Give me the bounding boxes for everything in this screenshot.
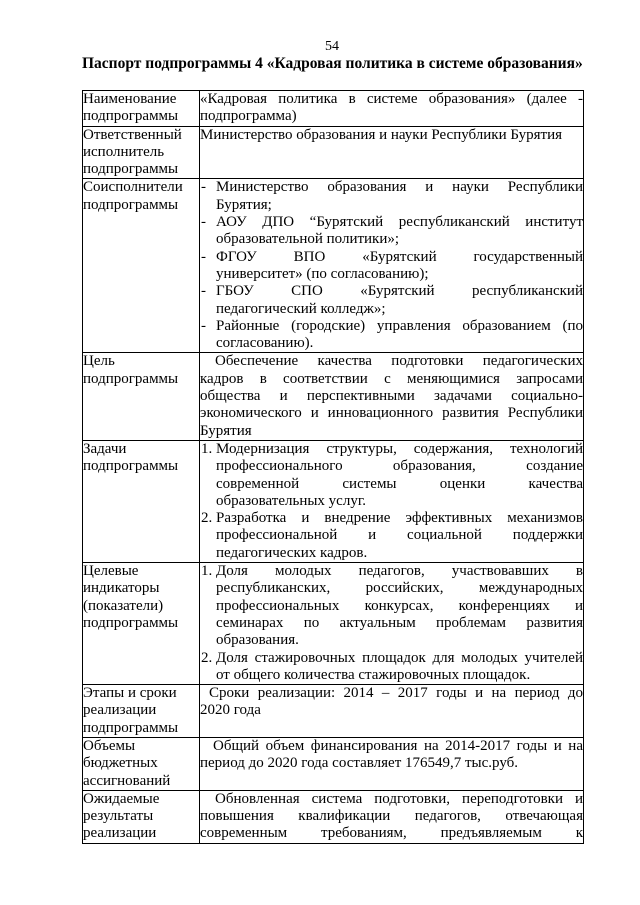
text-line: Бурятия	[200, 422, 252, 439]
list-item	[200, 249, 583, 284]
list-marker: -	[201, 214, 206, 231]
row-label-line: Наименование	[83, 91, 177, 107]
passport-row	[83, 91, 584, 127]
list-item	[200, 510, 583, 562]
text-line: профессиональных конкурсах, конференциях и	[216, 597, 583, 614]
list-marker: 1.	[201, 563, 213, 580]
row-label-cell	[83, 563, 200, 685]
page-number: 54	[325, 39, 339, 54]
list-marker: 1.	[201, 440, 213, 457]
paragraph	[200, 791, 583, 843]
row-label-cell	[83, 126, 200, 179]
row-label-line: подпрограммы	[83, 161, 179, 178]
document-title: Паспорт подпрограммы 4 «Кадровая политика в системе образования»	[82, 55, 583, 72]
passport-row	[83, 353, 584, 440]
text-line: профессиональной и социальной поддержки	[216, 527, 583, 544]
list-item	[200, 650, 583, 685]
row-label-line: результаты	[83, 808, 154, 825]
text-line: ГБОУ СПО «Бурятский республиканский	[216, 283, 583, 300]
text-line: экономического и инновационного развития Республики	[200, 405, 583, 422]
list-marker: 2.	[201, 510, 213, 527]
row-value-cell	[200, 91, 584, 127]
row-value-cell	[200, 790, 584, 843]
text-line: Министерство образования и науки Республики	[216, 179, 583, 196]
passport-row	[83, 563, 584, 685]
row-label-line: подпрограммы	[83, 719, 179, 736]
passport-row	[83, 790, 584, 843]
text-line: Модернизация структуры, содержания, технологий	[216, 440, 583, 457]
passport-row	[83, 737, 584, 790]
text-line: Доля молодых педагогов, участвовавших в	[216, 563, 583, 580]
paragraph	[200, 127, 583, 144]
row-label-cell	[83, 737, 200, 790]
text-line: период до 2020 года составляет 176549,7 тыс.руб.	[200, 755, 519, 772]
list-marker: 2.	[201, 649, 213, 666]
text-line: Доля стажировочных площадок для молодых учителей	[216, 649, 583, 666]
row-label-line: (показатели)	[83, 597, 164, 614]
text-line: образовательных услуг.	[216, 492, 367, 509]
passport-row	[83, 440, 584, 562]
text-line: профессионального образования, создание	[216, 458, 583, 475]
list-item	[200, 214, 583, 249]
row-value-cell	[200, 563, 584, 685]
row-label-line: подпрограммы	[83, 196, 179, 213]
passport-row	[83, 685, 584, 738]
text-line: 2020 года	[200, 702, 261, 719]
list-item	[200, 563, 583, 649]
row-value-cell	[200, 685, 584, 738]
row-label-cell	[83, 790, 200, 843]
row-label-line: реализации	[83, 825, 157, 842]
text-line: педагогический колледж»;	[216, 300, 386, 317]
row-label-line: Этапы и сроки	[83, 685, 177, 702]
text-line: педагогических кадров.	[216, 544, 368, 561]
row-label-line: подпрограммы	[83, 614, 179, 631]
text-line: кадров в соответствии с меняющимися запросами	[200, 370, 583, 387]
text-line: Разработка и внедрение эффективных механизмов	[216, 510, 583, 527]
text-line: образовательной политики»;	[216, 231, 400, 248]
row-label-line: Объемы	[83, 737, 136, 754]
row-label-line: Задачи	[83, 440, 127, 457]
passport-row	[83, 126, 584, 179]
row-value-cell	[200, 179, 584, 353]
text-line: Общий объем финансирования на 2014-2017 годы и на	[213, 737, 583, 754]
paragraph	[200, 91, 583, 126]
row-label-line: подпрограммы	[83, 108, 179, 125]
row-label-cell	[83, 685, 200, 738]
text-line: современной системы оценки качества	[216, 475, 583, 492]
row-label-line: ассигнований	[83, 772, 171, 789]
text-line: университет» (по согласованию);	[216, 265, 429, 282]
row-label-cell	[83, 91, 200, 127]
row-label-line: реализации	[83, 702, 157, 719]
list-marker: -	[201, 248, 206, 265]
text-line: от общего количества стажировочных площадок.	[216, 666, 531, 683]
row-label-cell	[83, 440, 200, 562]
text-line: Министерство образования и науки Республики Бурятия	[200, 126, 562, 143]
row-value-cell	[200, 126, 584, 179]
row-label-line: Ответственный	[83, 126, 182, 143]
list-marker: -	[201, 283, 206, 300]
paragraph	[200, 353, 583, 439]
text-line: Бурятия;	[216, 196, 272, 213]
text-line: Районные (городские) управления образованием (по	[216, 317, 583, 334]
list-item	[200, 318, 583, 353]
text-line: образования.	[216, 632, 299, 649]
row-label-cell	[83, 353, 200, 440]
row-label-line: Соисполнители	[83, 179, 183, 196]
passport-row	[83, 179, 584, 353]
row-label-line: бюджетных	[83, 755, 158, 772]
row-label-line: исполнитель	[83, 143, 165, 160]
text-line: республиканских, российских, международных	[216, 580, 583, 597]
passport-table-body	[83, 91, 584, 844]
row-label-line: подпрограммы	[83, 370, 179, 387]
text-line: Обеспечение качества подготовки педагогических	[215, 353, 583, 370]
row-label-line: Цель	[83, 353, 115, 370]
list-item	[200, 283, 583, 318]
text-line: «Кадровая политика в системе образования» (далее -	[200, 91, 583, 107]
row-value-cell	[200, 353, 584, 440]
text-line: повышения квалификации педагогов, отвечающая	[200, 808, 583, 825]
text-line: современным требованиям, предъявляемым к	[200, 825, 583, 842]
paragraph	[200, 738, 583, 773]
text-line: АОУ ДПО “Бурятский республиканский институт	[216, 214, 583, 231]
list-item	[200, 179, 583, 214]
text-line: подпрограмма)	[200, 108, 297, 125]
list-marker: -	[201, 179, 206, 196]
text-line: Сроки реализации: 2014 – 2017 годы и на период до	[209, 685, 583, 702]
text-line: Обновленная система подготовки, переподготовки и	[215, 790, 583, 807]
list-item	[200, 441, 583, 510]
text-line: согласованию).	[216, 335, 314, 352]
text-line: семинарах по актуальным проблемам развития	[216, 614, 583, 631]
text-line: ФГОУ ВПО «Бурятский государственный	[216, 248, 583, 265]
row-label-cell	[83, 179, 200, 353]
row-label-line: Ожидаемые	[83, 790, 160, 807]
row-value-cell	[200, 440, 584, 562]
text-line: общества и перспективными задачами социально-	[200, 388, 583, 405]
row-label-line: подпрограммы	[83, 458, 179, 475]
row-label-line: Целевые	[83, 563, 139, 580]
paragraph	[200, 685, 583, 720]
row-label-line: индикаторы	[83, 580, 160, 597]
row-value-cell	[200, 737, 584, 790]
list-marker: -	[201, 317, 206, 334]
passport-table	[82, 90, 584, 844]
